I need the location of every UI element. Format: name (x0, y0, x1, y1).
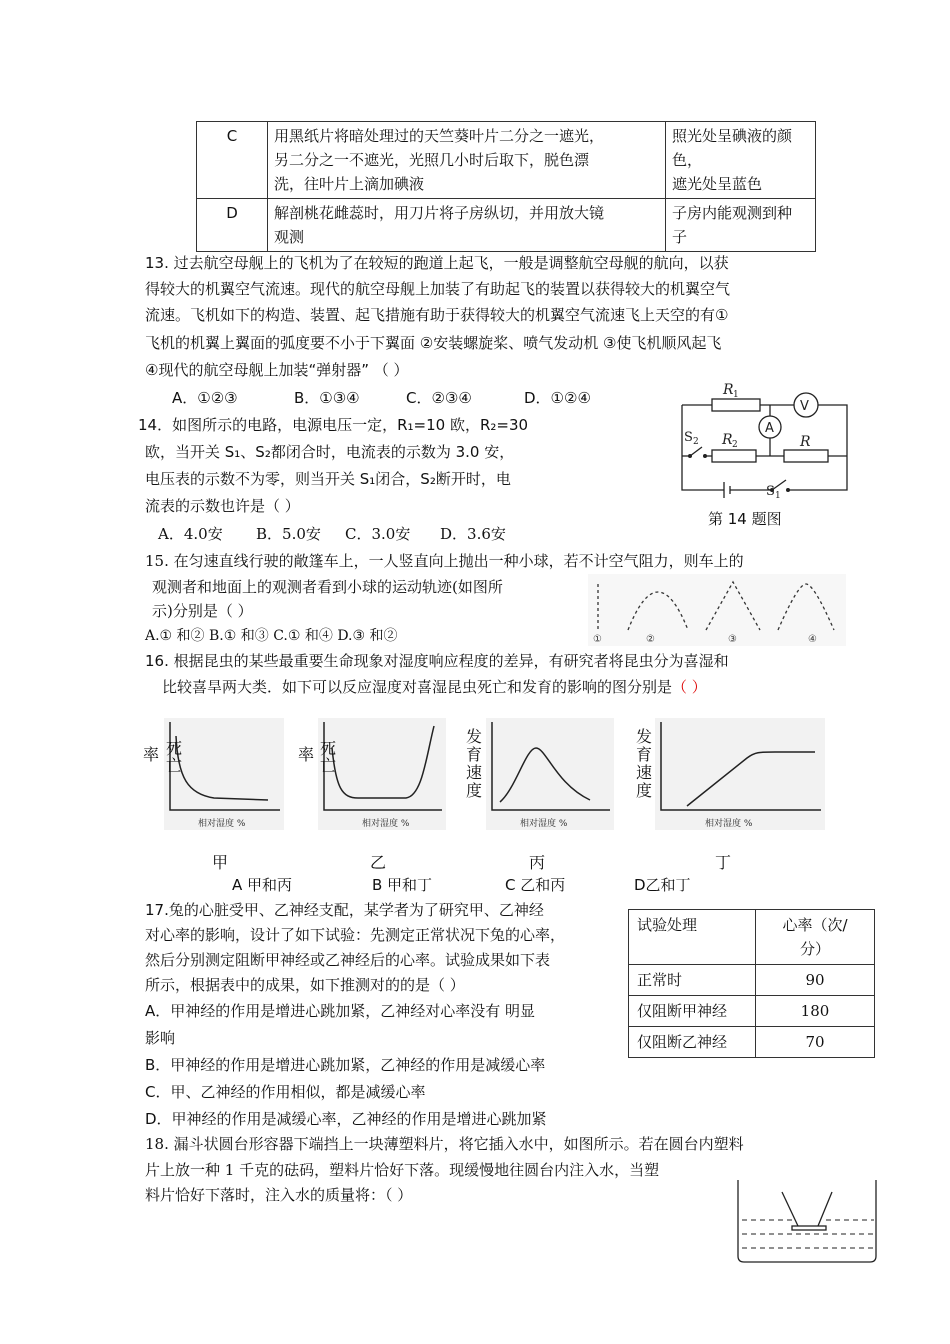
table-row (197, 122, 816, 199)
q17-option-c[interactable]: C．甲、乙神经的作用相似，都是减缓心率 (145, 1083, 426, 1101)
graph-name-yi: 乙 (370, 853, 387, 872)
q16-line-text: 比较喜旱两大类．如下可以反应湿度对喜湿昆虫死亡和发育的影响的图分别是 (162, 678, 673, 696)
q15-options: A.① 和② B.① 和③ C.① 和④ D.③ 和② (145, 628, 398, 644)
q13-line: 得较大的机翼空气流速。现代的航空母舰上加装了有助起飞的装置以获得较大的机翼空气 (145, 280, 731, 298)
header-heart-rate-line1: 心率（次/ (782, 916, 848, 934)
q16-option-a[interactable]: A 甲和丙 (232, 876, 293, 894)
header-heart-rate-line2: 分） (799, 940, 830, 958)
q13-line: 流速。飞机如下的构造、装置、起飞措施有助于获得较大的机翼空气流速飞上天空的有① (145, 306, 729, 324)
method-line: 另二分之一不遮光，光照几小时后取下，脱色漂 (274, 151, 590, 169)
graph-yi-ylabel: 死亡 (320, 739, 337, 775)
q17-option-a-cont: 影响 (145, 1029, 176, 1047)
result-line: 遮光处呈蓝色 (672, 175, 763, 193)
q18-line: 片上放一种 1 千克的砝码，塑料片恰好下落。现缓慢地往圆台内注入水，当塑 (145, 1161, 660, 1179)
traj-label-4: ④ (808, 634, 817, 645)
funnel-icon (782, 1192, 798, 1226)
curve-ding (687, 752, 815, 806)
rate-cell: 70 (756, 1027, 875, 1058)
q14-option-c[interactable]: C．3.0安 (345, 525, 411, 543)
s2-subscript: 2 (693, 437, 699, 447)
method-line: 观测 (274, 228, 305, 246)
q14-option-a[interactable]: A．4.0安 (158, 525, 223, 543)
q17-line: 然后分别测定阻断甲神经或乙神经后的心率。试验成果如下表 (145, 951, 551, 969)
result-line: 子 (672, 228, 688, 246)
graph-bing-ylabel: 发育速度 (466, 727, 483, 800)
r1-label: R (723, 382, 734, 398)
method-line: 解剖桃花雌蕊时，用刀片将子房纵切，并用放大镜 (274, 204, 605, 222)
q13-option-a[interactable]: A．①②③ (172, 389, 238, 407)
heart-rate-table (628, 909, 875, 1058)
q17-option-a[interactable]: A．甲神经的作用是增进心跳加紧，乙神经对心率没有 明显 (145, 1002, 536, 1020)
graph-bing-xlabel: 相对湿度 % (520, 819, 568, 829)
experiment-table (196, 121, 816, 252)
switch-s2-icon (690, 447, 702, 456)
graph-name-ding: 丁 (715, 853, 732, 872)
q13-line: 飞机的机翼上翼面的弧度要不小于下翼面 ②安装螺旋桨、喷气发动机 ③使飞机顺风起飞 (145, 334, 722, 352)
q16-line (162, 675, 707, 699)
s2-label: S (684, 430, 693, 445)
graph-jia-xlabel: 相对湿度 % (198, 819, 246, 829)
q15-line: 15. 在匀速直线行驶的敞篷车上，一人竖直向上抛出一种小球，若不计空气阻力，则车上的 (145, 552, 744, 570)
option-cell: C (197, 122, 268, 199)
q17-option-d[interactable]: D．甲神经的作用是减缓心率，乙神经的作用是增进心跳加紧 (145, 1110, 547, 1128)
graph-jia-ylabel: 死亡 (166, 739, 183, 775)
rate-cell: 180 (756, 996, 875, 1027)
table-row (629, 996, 875, 1027)
q15-line: 观测者和地面上的观测者看到小球的运动轨迹(如图所 (152, 578, 503, 596)
s1-subscript: 1 (775, 491, 781, 501)
graph-ding-xlabel: 相对湿度 % (705, 819, 753, 829)
q14-line: 电压表的示数不为零，则当开关 S₁闭合，S₂断开时，电 (145, 470, 511, 488)
r-label: R (800, 434, 811, 450)
q17-line: 所示，根据表中的成果，如下推测对的的是（ ） (145, 976, 465, 994)
traj-label-1: ① (593, 634, 602, 645)
q16-line: 16. 根据昆虫的某些最重要生命现象对湿度响应程度的差异，有研究者将昆虫分为喜湿和 (145, 652, 729, 670)
s1-label: S (766, 484, 775, 499)
result-cell (666, 122, 816, 199)
voltmeter-label: V (800, 399, 809, 414)
method-line: 洗，往叶片上滴加碘液 (274, 175, 425, 193)
traj-label-2: ② (646, 634, 655, 645)
result-line: 照光处呈碘液的颜 (672, 127, 793, 145)
graph-jia (164, 718, 284, 830)
r2-subscript: 2 (732, 440, 738, 450)
graph-bing (486, 718, 614, 830)
result-cell (666, 199, 816, 252)
treatment-cell: 正常时 (629, 965, 756, 996)
q13-line: 13. 过去航空母舰上的飞机为了在较短的跑道上起飞，一般是调整航空母舰的航向，以获 (145, 254, 729, 272)
q14-option-b[interactable]: B．5.0安 (256, 525, 321, 543)
q16-option-d[interactable]: D乙和丁 (634, 876, 691, 894)
option-cell: D (197, 199, 268, 252)
q17-line: 对心率的影响，设计了如下试验：先测定正常状况下兔的心率， (145, 926, 566, 944)
q17-line: 17.兔的心脏受甲、乙神经支配，某学者为了研究甲、乙神经 (145, 901, 544, 919)
q16-option-c[interactable]: C 乙和丙 (505, 876, 566, 894)
figure-14-caption: 第 14 题图 (708, 510, 782, 528)
curve-bing (500, 748, 590, 802)
traj-label-3: ③ (728, 634, 737, 645)
graph-jia-ylabel-left: 率 (143, 745, 160, 764)
r2-label: R (722, 432, 733, 448)
treatment-cell: 仅阻断乙神经 (629, 1027, 756, 1058)
q14-line: 欧，当开关 S₁、S₂都闭合时，电流表的示数为 3.0 安， (145, 443, 515, 461)
q13-option-c[interactable]: C．②③④ (406, 389, 472, 407)
q14-line: 流表的示数也许是（ ） (145, 497, 300, 515)
method-cell (268, 199, 666, 252)
q13-option-b[interactable]: B．①③④ (294, 389, 360, 407)
q13-line: ④现代的航空母舰上加装“弹射器” （ ） (145, 361, 409, 379)
graph-yi (318, 718, 446, 830)
graph-name-bing: 丙 (529, 853, 546, 872)
circuit-diagram (672, 378, 862, 503)
q17-option-b[interactable]: B．甲神经的作用是增进心跳加紧，乙神经的作用是减缓心率 (145, 1056, 546, 1074)
beaker-icon (738, 1180, 876, 1262)
r1-subscript: 1 (733, 390, 739, 400)
header-heart-rate (756, 910, 875, 965)
q16-answer-paren: （ ） (672, 678, 707, 696)
trajectory-figure (588, 574, 846, 646)
table-row (197, 199, 816, 252)
q18-line: 18. 漏斗状圆台形容器下端挡上一块薄塑料片，将它插入水中，如图所示。若在圆台内塑料 (145, 1135, 744, 1153)
graph-name-jia: 甲 (212, 853, 229, 872)
ammeter-label: A (765, 421, 774, 436)
beaker-funnel-figure (734, 1176, 880, 1266)
plastic-sheet-icon (792, 1226, 826, 1230)
q13-option-d[interactable]: D．①②④ (524, 389, 591, 407)
graph-yi-xlabel: 相对湿度 % (362, 819, 410, 829)
curve-yi (332, 726, 434, 798)
rate-cell: 90 (756, 965, 875, 996)
result-line: 子房内能观测到种 (672, 204, 793, 222)
q15-line: 示)分别是（ ） (152, 602, 253, 620)
graph-yi-ylabel-left: 率 (298, 745, 315, 764)
table-header-row (629, 910, 875, 965)
header-treatment: 试验处理 (629, 910, 756, 965)
q16-option-b[interactable]: B 甲和丁 (372, 876, 433, 894)
q14-option-d[interactable]: D．3.6安 (440, 525, 506, 543)
table-row (629, 965, 875, 996)
result-line: 色， (672, 151, 703, 169)
graph-ding (655, 718, 825, 830)
graph-ding-ylabel: 发育速度 (636, 727, 653, 800)
method-line: 用黑纸片将暗处理过的天竺葵叶片二分之一遮光， (274, 127, 605, 145)
table-row (629, 1027, 875, 1058)
q14-line: 14．如图所示的电路，电源电压一定，R₁=10 欧，R₂=30 (138, 416, 529, 434)
method-cell (268, 122, 666, 199)
treatment-cell: 仅阻断甲神经 (629, 996, 756, 1027)
q18-line: 料片恰好下落时，注入水的质量将：（ ） (145, 1186, 413, 1204)
curve-jia (176, 736, 268, 800)
